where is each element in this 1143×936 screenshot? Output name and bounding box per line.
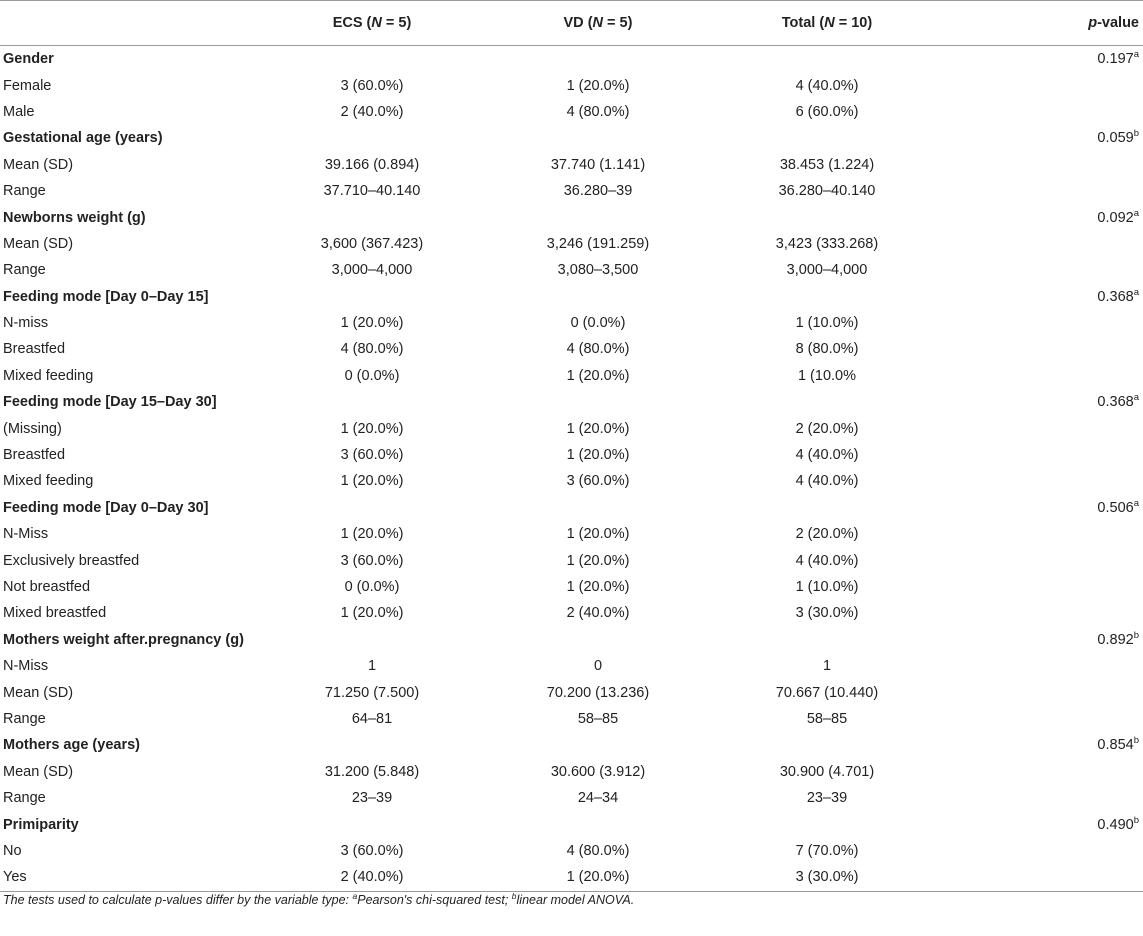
p-value-cell [942,759,1143,785]
table-row [0,99,1143,125]
section-row [0,495,1143,521]
vd-cell [484,125,712,151]
section-row [0,204,1143,230]
p-value-cell [942,653,1143,679]
p-value-cell [942,415,1143,441]
p-value: 0.490 [1097,816,1134,833]
total-cell: 3,423 (333.268) [775,235,879,252]
ecs-cell: 1 (20.0%) [340,315,404,332]
p-value: 0.506 [1097,499,1134,516]
vd-cell: 30.600 (3.912) [550,763,646,780]
section-label: Mothers age (years) [3,737,140,754]
row-label: Breastfed [3,341,66,358]
total-cell: 1 (10.0% [797,367,857,384]
p-value-cell [942,521,1143,547]
p-value-test-marker: a [1133,497,1139,509]
p-value-test-marker: b [1133,128,1139,140]
total-cell [712,495,942,521]
vd-cell: 24–34 [577,790,619,807]
ecs-cell: 0 (0.0%) [344,579,400,595]
vd-cell: 3,246 (191.259) [546,235,650,252]
p-value-cell [942,231,1143,257]
table-row [0,706,1143,732]
table-row [0,574,1143,600]
total-cell: 2 (20.0%) [795,420,859,437]
p-value-cell [942,547,1143,573]
ecs-cell: 64–81 [351,710,393,727]
ecs-cell [260,732,484,758]
total-cell: 4 (40.0%) [795,473,859,490]
table-header [0,1,1143,46]
p-value: 0.197 [1097,51,1134,68]
table-row [0,785,1143,811]
total-cell [712,125,942,151]
p-value-cell [942,600,1143,626]
table-row [0,310,1143,336]
p-value-cell [942,811,1143,837]
row-label: N-miss [3,315,49,332]
vd-cell [484,495,712,521]
p-value-cell [942,838,1143,864]
ecs-cell: 31.200 (5.848) [324,763,420,780]
ecs-cell [260,125,484,151]
p-value: 0.854 [1097,737,1134,754]
header-vd: VD (N = 5) [484,1,712,46]
ecs-cell: 71.250 (7.500) [324,684,420,701]
ecs-cell [260,811,484,837]
p-value-cell [942,363,1143,389]
vd-cell [484,46,712,73]
table-row [0,600,1143,626]
ecs-cell [260,284,484,310]
row-label: Mean (SD) [3,156,74,173]
p-value-cell [942,389,1143,415]
ecs-cell [260,46,484,73]
ecs-cell: 3 (60.0%) [340,842,404,859]
p-value-cell [942,574,1143,600]
row-label: Mean (SD) [3,235,74,252]
p-value-cell [942,468,1143,494]
p-value-cell [942,99,1143,125]
p-value-cell [942,125,1143,151]
p-value-cell [942,72,1143,98]
row-label: Range [3,262,46,279]
table-row [0,231,1143,257]
total-cell: 38.453 (1.224) [779,156,875,173]
p-value: 0.092 [1097,209,1134,226]
header-row [0,1,1143,46]
p-value-cell [942,706,1143,732]
section-label: Newborns weight (g) [3,209,146,226]
row-label: Not breastfed [3,579,91,595]
table-row [0,152,1143,178]
p-value-cell [942,46,1143,73]
total-cell [712,732,942,758]
total-cell: 70.667 (10.440) [775,684,879,701]
total-cell: 4 (40.0%) [795,447,859,464]
ecs-cell: 4 (80.0%) [340,341,404,358]
vd-cell [484,627,712,653]
p-value-cell [942,284,1143,310]
vd-cell [484,811,712,837]
ecs-cell: 1 [367,658,377,675]
ecs-cell [260,495,484,521]
vd-cell: 1 (20.0%) [566,367,630,384]
total-cell: 2 (20.0%) [795,526,859,543]
ecs-cell: 1 (20.0%) [340,605,404,622]
header-variable [0,1,260,46]
header-total: Total (N = 10) [712,1,942,46]
row-label: Breastfed [3,447,66,464]
row-label: Yes [0,864,260,891]
total-cell: 7 (70.0%) [795,842,859,859]
vd-cell: 1 (20.0%) [566,579,630,595]
p-value: 0.368 [1097,288,1134,305]
row-label: Range [3,710,46,727]
section-row [0,389,1143,415]
ecs-cell: 3,000–4,000 [331,262,413,279]
total-cell: 4 (40.0%) [795,77,859,94]
p-value-test-marker: b [1133,735,1139,747]
row-label: N-Miss [3,526,49,543]
p-value: 0.059 [1097,130,1134,147]
p-value-cell [942,627,1143,653]
row-label: Male [3,103,35,120]
ecs-cell: 3 (60.0%) [340,447,404,464]
table-footnote: The tests used to calculate p-values differ by the variable type: $^a$Pearson's chi-squared test; $^b$linear model ANOVA. [3,891,635,907]
total-cell [712,389,942,415]
total-cell: 23–39 [806,790,848,807]
table-row [0,72,1143,98]
p-value-cell [942,679,1143,705]
p-value-cell [942,310,1143,336]
vd-cell: 3 (60.0%) [566,473,630,490]
section-label: Feeding mode [Day 0–Day 30] [3,499,209,516]
p-value-test-marker: a [1133,49,1139,61]
row-label: Range [3,183,46,200]
section-label: Primiparity [3,816,79,833]
table-row [0,468,1143,494]
vd-cell [484,284,712,310]
p-value-cell [942,257,1143,283]
ecs-cell: 2 (40.0%) [260,864,484,891]
table-row [0,547,1143,573]
section-row [0,284,1143,310]
total-cell [712,46,942,73]
section-label: Feeding mode [Day 0–Day 15] [3,288,209,305]
vd-cell: 1 (20.0%) [566,420,630,437]
vd-cell: 1 (20.0%) [566,447,630,464]
total-cell: 30.900 (4.701) [779,763,875,780]
table-row [0,363,1143,389]
ecs-cell: 3,600 (367.423) [320,235,424,252]
p-value-test-marker: a [1133,392,1139,404]
total-cell: 3 (30.0%) [795,605,859,622]
total-cell: 3,000–4,000 [786,262,868,279]
table-row [0,759,1143,785]
ecs-cell: 37.710–40.140 [323,183,421,200]
table-row [0,336,1143,362]
total-cell [712,811,942,837]
vd-cell [484,732,712,758]
total-cell: 1 (10.0%) [795,579,859,595]
table-row [0,442,1143,468]
vd-cell: 4 (80.0%) [566,842,630,859]
vd-cell: 1 (20.0%) [566,77,630,94]
vd-cell [484,204,712,230]
vd-cell: 4 (80.0%) [566,103,630,120]
table-body [0,46,1143,892]
total-cell: 6 (60.0%) [795,103,859,120]
vd-cell: 58–85 [577,710,619,727]
ecs-cell: 0 (0.0%) [344,367,400,384]
total-cell: 36.280–40.140 [778,183,876,200]
p-value-cell [942,178,1143,204]
row-label: N-Miss [3,658,49,675]
header-ecs: ECS (N = 5) [260,1,484,46]
row-label: Exclusively breastfed [3,552,140,569]
ecs-cell: 39.166 (0.894) [324,156,420,173]
row-label: Mixed breastfed [3,605,107,622]
total-cell: 1 [822,658,832,675]
header-p-value: p-value [942,1,1143,46]
ecs-cell: 3 (60.0%) [340,77,404,94]
vd-cell [484,389,712,415]
vd-cell: 4 (80.0%) [566,341,630,358]
total-cell: 58–85 [806,710,848,727]
section-label: Mothers weight after.pregnancy (g) [3,631,244,648]
section-row [0,811,1143,837]
ecs-cell: 23–39 [351,790,393,807]
total-cell [712,627,942,653]
section-label: Gestational age (years) [3,130,163,147]
row-label: Female [3,77,52,94]
row-label: Mean (SD) [3,763,74,780]
p-value-cell [942,336,1143,362]
table-row [0,257,1143,283]
table-row [0,415,1143,441]
vd-cell: 1 (20.0%) [484,864,712,891]
p-value: 0.892 [1097,631,1134,648]
total-cell: 4 (40.0%) [795,552,859,569]
p-value-cell [942,204,1143,230]
total-cell: 3 (30.0%) [712,864,942,891]
ecs-cell: 3 (60.0%) [340,552,404,569]
table-row [0,653,1143,679]
table-row [0,838,1143,864]
section-row [0,732,1143,758]
row-label: Mixed feeding [3,473,94,490]
vd-cell: 2 (40.0%) [566,605,630,622]
section-label: Gender [3,51,54,68]
vd-cell: 37.740 (1.141) [550,156,646,173]
p-value: 0.368 [1097,394,1134,411]
p-value-test-marker: a [1133,286,1139,298]
p-value-test-marker: b [1133,814,1139,826]
section-row [0,125,1143,151]
total-cell [712,204,942,230]
p-value-cell [942,785,1143,811]
p-value-cell [942,495,1143,521]
table-row [0,864,1143,891]
vd-cell: 0 (0.0%) [570,315,626,332]
row-label: Mixed feeding [3,367,94,384]
vd-cell: 0 [593,658,603,675]
vd-cell: 36.280–39 [563,183,633,200]
table-row [0,521,1143,547]
ecs-cell: 1 (20.0%) [340,473,404,490]
p-value-test-marker: b [1133,629,1139,641]
ecs-cell: 2 (40.0%) [340,103,404,120]
total-cell: 1 (10.0%) [795,315,859,332]
ecs-cell [260,204,484,230]
ecs-cell: 1 (20.0%) [340,420,404,437]
row-label: Range [3,790,46,807]
section-row [0,627,1143,653]
ecs-cell [260,389,484,415]
vd-cell: 3,080–3,500 [557,262,639,279]
row-label: Mean (SD) [3,684,74,701]
p-value-cell [942,864,1143,891]
ecs-cell [260,627,484,653]
ecs-cell: 1 (20.0%) [340,526,404,543]
p-value-cell [942,442,1143,468]
row-label: No [3,842,22,859]
p-value-cell [942,732,1143,758]
vd-cell: 1 (20.0%) [566,552,630,569]
total-cell: 8 (80.0%) [795,341,859,358]
section-row [0,46,1143,73]
table-row [0,178,1143,204]
p-value-test-marker: a [1133,207,1139,219]
row-label: (Missing) [3,420,62,437]
table-row [0,679,1143,705]
vd-cell: 70.200 (13.236) [546,684,650,701]
section-label: Feeding mode [Day 15–Day 30] [3,394,217,411]
total-cell [712,284,942,310]
p-value-cell [942,152,1143,178]
vd-cell: 1 (20.0%) [566,526,630,543]
